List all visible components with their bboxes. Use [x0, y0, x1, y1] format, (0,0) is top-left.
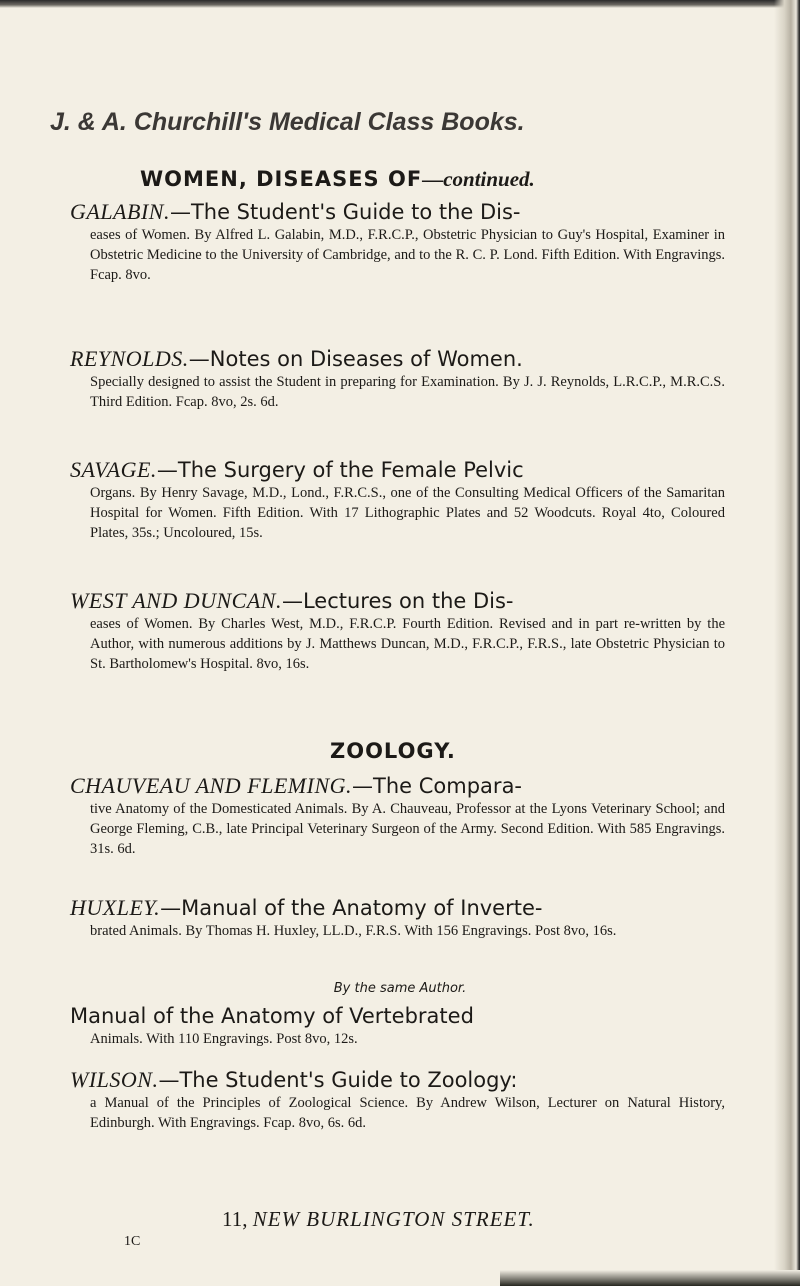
entry-description: brated Animals. By Thomas H. Huxley, LL.D., F.R.S. With 156 Engravings. Post 8vo, 16s.: [90, 922, 617, 939]
entry-description: a Manual of the Principles of Zoological Science. By Andrew Wilson, Lecturer on Natural History, Edinburgh. With Engravings. Fcap. 8vo, 6s. 6d.: [90, 1094, 725, 1131]
entry-author: GALABIN.: [70, 198, 170, 224]
entry-heading: [70, 1067, 725, 1093]
entry-title: —Notes on Diseases of Women.: [188, 346, 523, 371]
entry-heading: [70, 773, 725, 799]
section-heading-women: [140, 167, 535, 192]
book-entry-savage: [70, 457, 725, 543]
entry-description: tive Anatomy of the Domesticated Animals. By A. Chauveau, Professor at the Lyons Veterinary School; and George Fleming, C.B., late Principal Veterinary Surgeon of the Army. Second Edition. With 585 Engravings. 31s. 6d.: [90, 800, 725, 857]
entry-heading: [70, 895, 725, 921]
entry-heading: [70, 457, 725, 483]
signature-mark: 1C: [124, 1233, 141, 1249]
entry-title: —The Student's Guide to the Dis-: [169, 199, 521, 224]
page-top-edge: [0, 0, 800, 8]
entry-description: Specially designed to assist the Student in preparing for Examination. By J. J. Reynolds, L.R.C.P., M.R.C.S. Third Edition. Fcap. 8vo, 2s. 6d.: [90, 373, 725, 410]
book-entry-galabin: [70, 199, 725, 285]
entry-description: Organs. By Henry Savage, M.D., Lond., F.R.C.S., one of the Consulting Medical Officers of the Samaritan Hospital for Women. Fifth Edition. With 17 Lithographic Plates and 52 Woodcuts. Royal 4to, Coloured Plates, 35s.; Uncoloured, 15s.: [90, 484, 725, 541]
byline-same-author: By the same Author.: [333, 980, 467, 996]
entry-description: Animals. With 110 Engravings. Post 8vo, 12s.: [90, 1031, 358, 1048]
entry-heading: [70, 588, 725, 614]
book-entry-chauveau-fleming: [70, 773, 725, 859]
entry-author: SAVAGE.: [70, 456, 157, 482]
entry-author: CHAUVEAU AND FLEMING.: [70, 772, 353, 798]
page-bottom-shadow: [500, 1270, 800, 1286]
page-right-edge: [774, 0, 800, 1286]
book-entry-west-duncan: [70, 588, 725, 674]
footer-number: 11,: [222, 1206, 248, 1231]
entry-title: —The Compara-: [352, 773, 523, 798]
section-heading-zoology: [330, 739, 456, 763]
entry-title: —The Surgery of the Female Pelvic: [156, 457, 524, 482]
section-heading-text: ZOOLOGY.: [330, 739, 456, 764]
footer-address: [222, 1207, 535, 1232]
entry-title: —Manual of the Anatomy of Inverte-: [160, 895, 543, 920]
entry-heading: [70, 346, 725, 372]
section-heading-text: WOMEN, DISEASES OF: [140, 167, 423, 192]
running-head: J. & A. Churchill's Medical Class Books.: [50, 108, 525, 137]
book-entry-reynolds: [70, 346, 725, 412]
entry-author: REYNOLDS.: [70, 345, 189, 371]
entry-heading: [70, 199, 725, 225]
entry-author: WILSON.: [70, 1066, 159, 1092]
entry-title: —Lectures on the Dis-: [281, 588, 514, 613]
entry-description: eases of Women. By Alfred L. Galabin, M.D., F.R.C.P., Obstetric Physician to Guy's Hospital, Examiner in Obstetric Medicine to the University of Cambridge, and to the R. C. P. Lond. Fifth Edition. With Engravings. Fcap. 8vo.: [90, 226, 725, 283]
entry-title: —The Student's Guide to Zoology:: [158, 1067, 518, 1092]
footer-street: NEW BURLINGTON STREET.: [252, 1206, 535, 1231]
book-entry-huxley: [70, 895, 725, 941]
entry-heading: Manual of the Anatomy of Vertebrated: [70, 1004, 474, 1029]
entry-description: eases of Women. By Charles West, M.D., F.R.C.P. Fourth Edition. Revised and in part re-written by the Author, with numerous additions by J. Matthews Duncan, M.D., F.R.C.P., F.R.S., late Obstetric Physician to St. Bartholomew's Hospital. 8vo, 16s.: [90, 615, 725, 672]
book-entry-huxley-vertebrated: [70, 1003, 725, 1049]
book-entry-wilson: [70, 1067, 725, 1133]
entry-author: WEST AND DUNCAN.: [70, 587, 282, 613]
section-heading-continued: —continued.: [422, 167, 535, 192]
entry-author: HUXLEY.: [70, 894, 161, 920]
